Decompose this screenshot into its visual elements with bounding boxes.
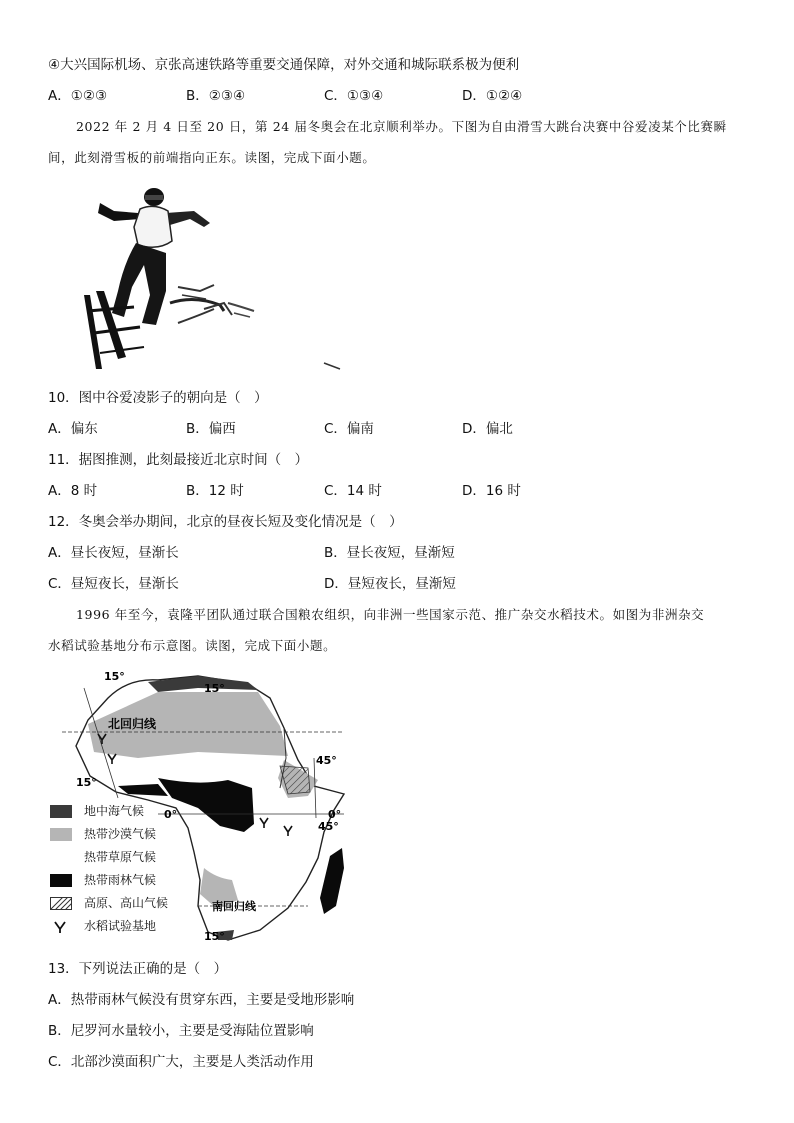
legend-rainforest: 热带雨林气候 [84,873,157,887]
q11-stem: 11．据图推测，此刻最接近北京时间（ ） [48,452,309,468]
label-tropic-south: 南回归线 [212,900,256,913]
q12-option-a[interactable]: A．昼长夜短，昼渐长 [48,545,179,561]
label-15-s: 15° [204,930,225,943]
q10-option-b[interactable]: B．偏西 [186,421,236,437]
rice-intro-line1: 1996 年至今，袁隆平团队通过联合国粮农组织，向非洲一些国家示范、推广杂交水稻技术。如图为非洲杂交 [76,607,705,622]
legend-highland: 高原、高山气候 [84,896,169,910]
legend-swatch-desert [50,828,72,841]
ski-intro-line1: 2022 年 2 月 4 日至 20 日，第 24 届冬奥会在北京顺利举办。下图为自由滑雪大跳台决赛中谷爱凌某个比赛瞬 [76,119,727,134]
q12-option-b[interactable]: B．昼长夜短，昼渐短 [324,545,455,561]
q12-option-d[interactable]: D．昼短夜长，昼渐短 [324,576,456,592]
q13-stem: 13．下列说法正确的是（ ） [48,961,228,977]
label-45-e-south: 45° [318,820,339,833]
label-45-e-north: 45° [316,754,337,767]
legend-savanna: 热带草原气候 [84,850,157,864]
ski-intro-line2: 间，此刻滑雪板的前端指向正东。读图，完成下面小题。 [48,150,376,165]
q13-option-c[interactable]: C．北部沙漠面积广大，主要是人类活动作用 [48,1054,314,1070]
label-15-w-top: 15° [104,670,125,683]
q9-item-4: ④大兴国际机场、京张高速铁路等重要交通保障，对外交通和城际联系极为便利 [48,57,520,73]
label-15-w: 15° [76,776,97,789]
q10-stem: 10．图中谷爱凌影子的朝向是（ ） [48,390,268,406]
q10-option-d[interactable]: D．偏北 [462,421,513,437]
q11-option-c[interactable]: C．14 时 [324,483,382,499]
q9-option-a[interactable]: A．①②③ [48,88,108,104]
q11-option-b[interactable]: B．12 时 [186,483,244,499]
q11-option-d[interactable]: D．16 时 [462,483,521,499]
madagascar [320,848,344,914]
q13-option-a[interactable]: A．热带雨林气候没有贯穿东西，主要是受地形影响 [48,992,355,1008]
legend-swatch-rainforest [50,874,72,887]
q9-option-b[interactable]: B．②③④ [186,88,246,104]
rice-intro-line2: 水稻试验基地分布示意图。读图，完成下面小题。 [48,638,337,653]
q9-option-d[interactable]: D．①②④ [462,88,523,104]
q13-option-b[interactable]: B．尼罗河水量较小，主要是受海陆位置影响 [48,1023,314,1039]
legend-rice-icon [52,920,74,933]
q12-stem: 12．冬奥会举办期间，北京的昼夜长短及变化情况是（ ） [48,514,403,530]
skier-figure [74,183,344,378]
q12-option-c[interactable]: C．昼短夜长，昼渐长 [48,576,179,592]
q10-option-a[interactable]: A．偏东 [48,421,98,437]
legend-rice-base: 水稻试验基地 [84,919,157,933]
legend-desert: 热带沙漠气候 [84,827,157,841]
label-0-equator: 0° [328,808,342,821]
label-0-lon: 0° [164,808,178,821]
legend-swatch-mediterranean [50,805,72,818]
q10-option-c[interactable]: C．偏南 [324,421,374,437]
label-tropic-north: 北回归线 [108,717,157,731]
legend-swatch-highland [50,897,72,910]
q9-option-c[interactable]: C．①③④ [324,88,384,104]
label-15-n: 15° [204,682,225,695]
q11-option-a[interactable]: A．8 时 [48,483,98,499]
legend-mediterranean: 地中海气候 [84,804,145,818]
